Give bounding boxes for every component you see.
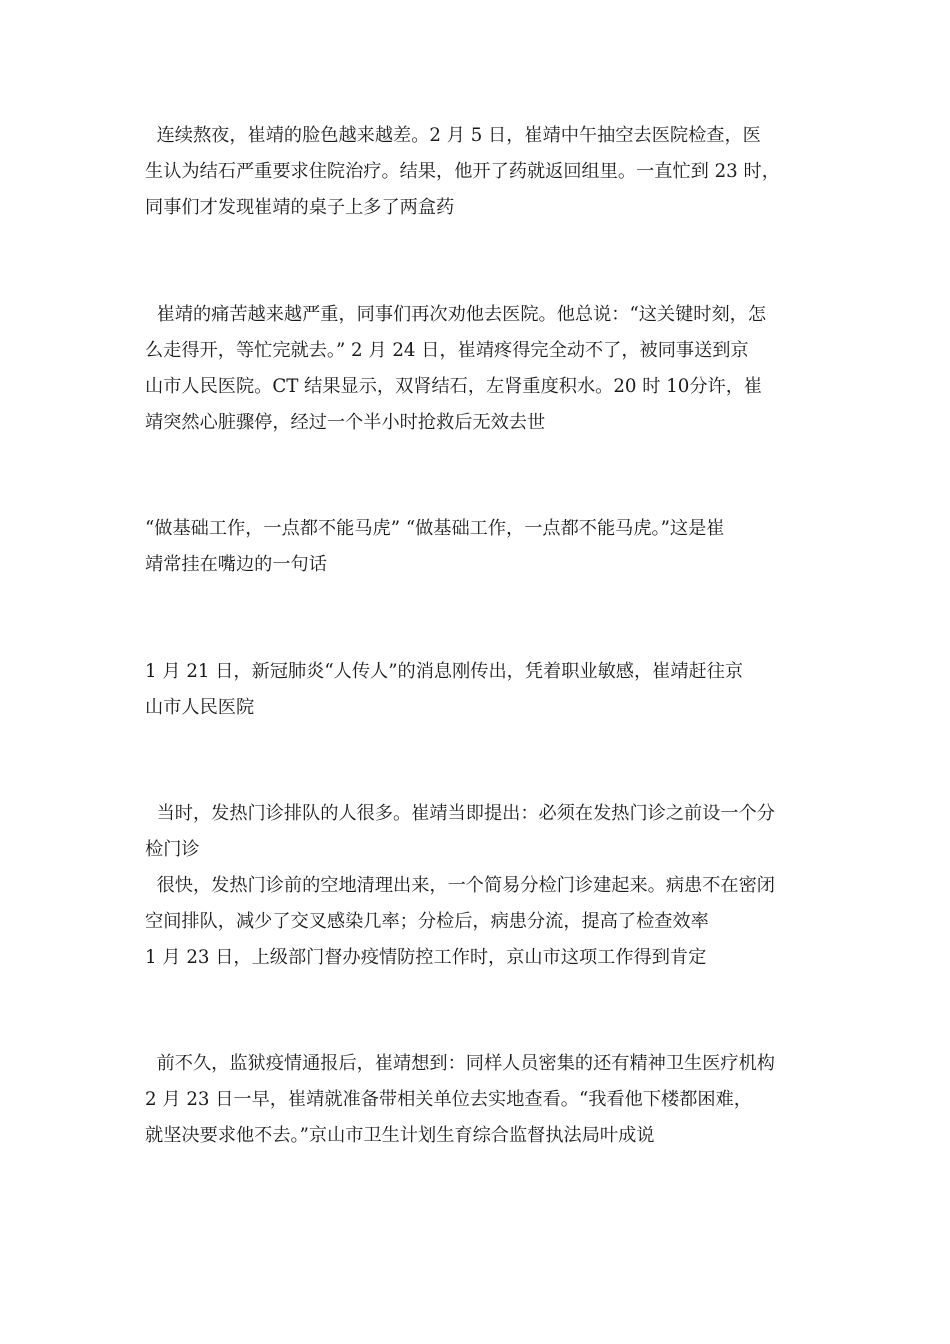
paragraph-2-line-4: 靖突然心脏骤停，经过一个半小时抢救后无效去世	[145, 412, 546, 433]
paragraph-5-line-2: 检门诊	[145, 839, 200, 860]
paragraph-1-line-2: 生认为结石严重要求住院治疗。结果，他开了药就返回组里。一直忙到 23 时，	[145, 161, 780, 182]
paragraph-1-line-3: 同事们才发现崔靖的桌子上多了两盒药	[145, 197, 455, 218]
paragraph-2-line-3: 山市人民医院。CT 结果显示，双肾结石，左肾重度积水。20 时 10分许，崔	[145, 376, 763, 397]
paragraph-6-line-1: 前不久，监狱疫情通报后，崔靖想到：同样人员密集的还有精神卫生医疗机构	[145, 1053, 775, 1074]
paragraph-2-line-2: 么走得开，等忙完就去。” 2 月 24 日，崔靖疼得完全动不了，被同事送到京	[145, 340, 749, 361]
paragraph-5-line-4: 空间排队，减少了交叉感染几率；分检后，病患分流，提高了检查效率	[145, 911, 709, 932]
paragraph-3-line-1: “做基础工作，一点都不能马虎” “做基础工作，一点都不能马虎。”这是崔	[145, 518, 725, 539]
paragraph-6-line-2: 2 月 23 日一早，崔靖就准备带相关单位去实地查看。“我看他下楼都困难，	[145, 1089, 752, 1110]
paragraph-6-line-3: 就坚决要求他不去。”京山市卫生计划生育综合监督执法局叶成说	[145, 1125, 655, 1146]
paragraph-4-line-2: 山市人民医院	[145, 697, 255, 718]
paragraph-5-line-5: 1 月 23 日，上级部门督办疫情防控工作时，京山市这项工作得到肯定	[145, 947, 707, 968]
paragraph-5-line-1: 当时，发热门诊排队的人很多。崔靖当即提出：必须在发热门诊之前设一个分	[145, 803, 775, 824]
paragraph-3-line-2: 靖常挂在嘴边的一句话	[145, 554, 327, 575]
paragraph-1-line-1: 连续熬夜，崔靖的脸色越来越差。2 月 5 日，崔靖中午抽空去医院检查，医	[145, 125, 761, 146]
paragraph-5-line-3: 很快，发热门诊前的空地清理出来，一个简易分检门诊建起来。病患不在密闭	[145, 875, 775, 896]
paragraph-2-line-1: 崔靖的痛苦越来越严重，同事们再次劝他去医院。他总说：“这关键时刻，怎	[145, 304, 767, 325]
paragraph-4-line-1: 1 月 21 日，新冠肺炎“人传人”的消息刚传出，凭着职业敏感，崔靖赶往京	[145, 661, 744, 682]
